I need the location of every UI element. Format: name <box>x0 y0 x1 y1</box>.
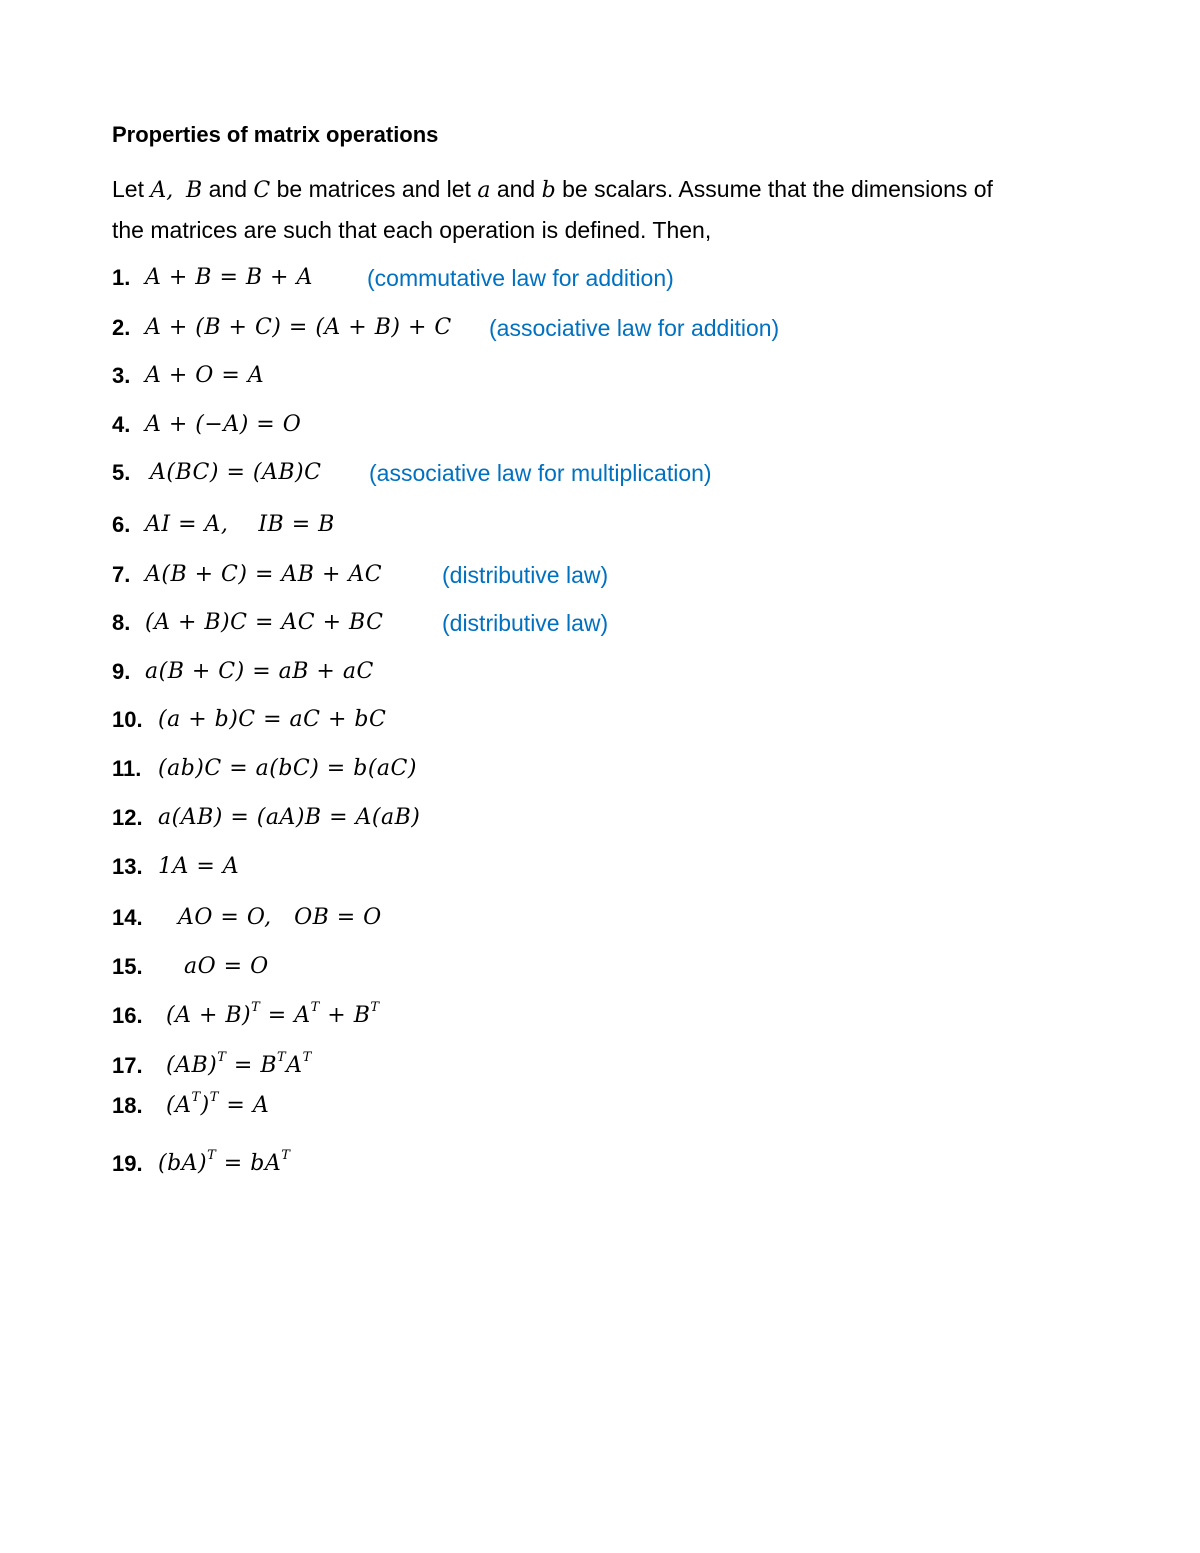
property-equation: AO = O, OB = O <box>178 905 382 930</box>
intro-line-2: the matrices are such that each operation is defined. Then, <box>112 217 712 243</box>
eq-part: (bA) <box>158 1151 208 1176</box>
property-note: (distributive law) <box>442 562 609 588</box>
intro-word: and <box>496 176 536 202</box>
superscript: T <box>277 1049 287 1065</box>
property-equation: A + (B + C) = (A + B) + C <box>145 315 452 340</box>
property-number: 4. <box>112 412 131 437</box>
property-number: 5. <box>112 460 131 485</box>
property-equation: 1A = A <box>158 854 240 879</box>
property-equation: A(BC) = (AB)C <box>150 460 322 485</box>
property-number: 14. <box>112 905 143 930</box>
property-number: 13. <box>112 854 143 879</box>
superscript: T <box>310 999 320 1015</box>
superscript: T <box>207 1147 217 1163</box>
superscript: T <box>302 1049 312 1065</box>
property-number: 9. <box>112 659 131 684</box>
eq-part: (A + B) <box>166 1003 252 1028</box>
property-equation <box>166 1090 269 1122</box>
property-number: 16. <box>112 1003 143 1028</box>
property-equation: A + O = A <box>145 363 265 388</box>
property-note: (commutative law for addition) <box>367 265 674 291</box>
eq-part: = B <box>226 1053 277 1078</box>
property-equation: (a + b)C = aC + bC <box>158 707 387 732</box>
eq-part: (A <box>166 1093 192 1118</box>
eq-part: A <box>286 1053 303 1078</box>
superscript: T <box>281 1147 291 1163</box>
property-number: 7. <box>112 562 131 587</box>
property-equation: aO = O <box>184 954 269 979</box>
superscript: T <box>370 999 380 1015</box>
property-number: 17. <box>112 1053 143 1078</box>
property-note: (associative law for addition) <box>489 315 780 341</box>
property-equation: A + B = B + A <box>145 265 313 290</box>
property-equation: AI = A, IB = B <box>145 512 335 537</box>
property-number: 1. <box>112 265 131 290</box>
property-equation: (ab)C = a(bC) = b(aC) <box>158 756 417 781</box>
math-symbol: A, <box>150 178 174 203</box>
eq-part: (AB) <box>166 1053 218 1078</box>
property-equation <box>166 1000 380 1032</box>
property-number: 10. <box>112 707 143 732</box>
property-number: 6. <box>112 512 131 537</box>
property-number: 15. <box>112 954 143 979</box>
math-symbol: B <box>186 178 203 203</box>
superscript: T <box>209 1089 219 1105</box>
eq-part: = A <box>218 1093 270 1118</box>
math-symbol: C <box>253 178 271 203</box>
property-number: 19. <box>112 1151 143 1176</box>
property-equation: a(B + C) = aB + aC <box>145 659 374 684</box>
property-number: 3. <box>112 363 131 388</box>
intro-word: be scalars. Assume that the dimensions of <box>562 176 993 202</box>
property-note: (associative law for multiplication) <box>369 460 712 486</box>
eq-part: = bA <box>216 1151 282 1176</box>
page-title: Properties of matrix operations <box>112 122 439 147</box>
intro-word: Let <box>112 176 144 202</box>
property-equation: (A + B)C = AC + BC <box>145 610 384 635</box>
intro-line-1 <box>112 174 993 206</box>
property-number: 18. <box>112 1093 143 1118</box>
property-note: (distributive law) <box>442 610 609 636</box>
eq-part: ) <box>200 1093 210 1118</box>
superscript: T <box>217 1049 227 1065</box>
property-equation <box>166 1050 312 1082</box>
superscript: T <box>191 1089 201 1105</box>
property-number: 8. <box>112 610 131 635</box>
property-equation: a(AB) = (aA)B = A(aB) <box>158 805 421 830</box>
property-number: 2. <box>112 315 131 340</box>
eq-part: = A <box>260 1003 311 1028</box>
property-number: 11. <box>112 756 142 781</box>
property-equation <box>158 1148 290 1180</box>
property-number: 12. <box>112 805 143 830</box>
property-equation: A + (−A) = O <box>145 412 302 437</box>
math-symbol: a <box>477 178 491 203</box>
eq-part: + B <box>319 1003 371 1028</box>
intro-word: and <box>208 176 247 202</box>
superscript: T <box>251 999 261 1015</box>
intro-word: be matrices and let <box>276 176 471 202</box>
math-symbol: b <box>541 178 556 203</box>
property-equation: A(B + C) = AB + AC <box>145 562 383 587</box>
